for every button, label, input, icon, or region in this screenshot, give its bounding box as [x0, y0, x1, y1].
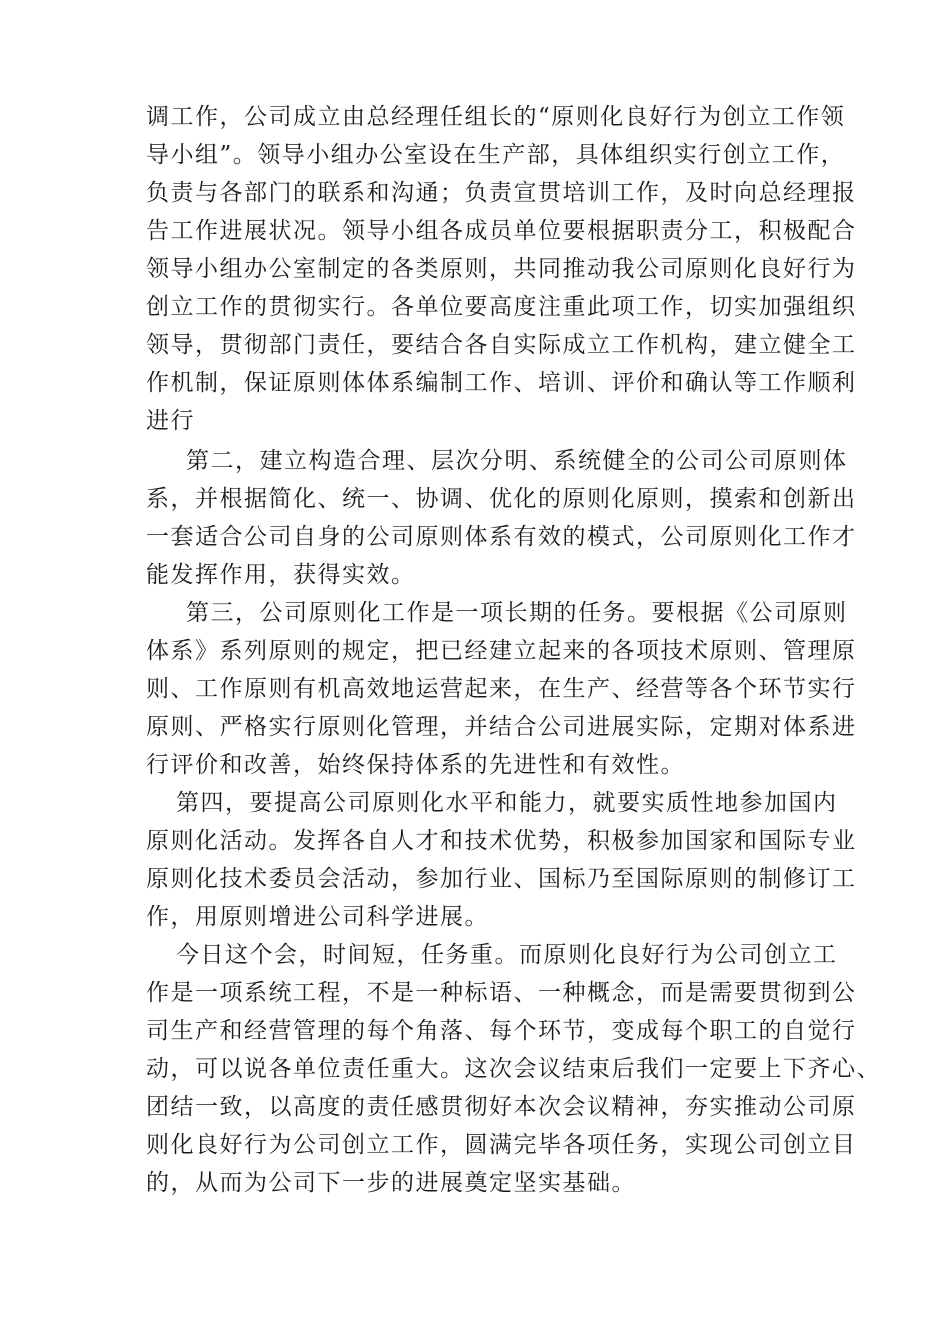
text-line: 则化良好行为公司创立工作，圆满完毕各项任务，实现公司创立目 [146, 1132, 857, 1158]
text-line: 作是一项系统工程，不是一种标语、一种概念，而是需要贯彻到公 [146, 980, 857, 1006]
text-line: 一套适合公司自身的公司原则体系有效的模式，公司原则化工作才 [146, 524, 857, 550]
text-line: 作机制，保证原则体体系编制工作、培训、评价和确认等工作顺利 [146, 370, 857, 396]
text-line: 能发挥作用，获得实效。 [146, 562, 416, 588]
text-line: 创立工作的贯彻实行。各单位要高度注重此项工作，切实加强组织 [146, 294, 857, 320]
text-line: 领导，贯彻部门责任，要结合各自实际成立工作机构，建立健全工 [146, 332, 857, 358]
paragraph-start-line: 第三，公司原则化工作是一项长期的任务。要根据《公司原则 [186, 600, 848, 626]
text-line: 团结一致，以高度的责任感贯彻好本次会议精神，夯实推动公司原 [146, 1094, 857, 1120]
text-line: 行评价和改善，始终保持体系的先进性和有效性。 [146, 752, 685, 778]
text-line: 司生产和经营管理的每个角落、每个环节，变成每个职工的自觉行 [146, 1018, 857, 1044]
paragraph-start-line: 今日这个会，时间短，任务重。而原则化良好行为公司创立工 [176, 942, 838, 968]
text-line: 体系》系列原则的规定，把已经建立起来的各项技术原则、管理原 [146, 638, 857, 664]
text-line: 作，用原则增进公司科学进展。 [146, 904, 489, 930]
text-line: 告工作进展状况。领导小组各成员单位要根据职责分工，积极配合 [146, 218, 857, 244]
text-line: 动，可以说各单位责任重大。这次会议结束后我们一定要上下齐心、 [146, 1056, 881, 1082]
text-line: 系，并根据简化、统一、协调、优化的原则化原则，摸索和创新出 [146, 486, 857, 512]
paragraph-start-line: 第四，要提高公司原则化水平和能力，就要实质性地参加国内 [176, 790, 838, 816]
text-line: 则、工作原则有机高效地运营起来，在生产、经营等各个环节实行 [146, 676, 857, 702]
text-line: 原则化技术委员会活动，参加行业、国标乃至国际原则的制修订工 [146, 866, 857, 892]
text-line: 负责与各部门的联系和沟通；负责宣贯培训工作，及时向总经理报 [146, 180, 857, 206]
text-line: 的，从而为公司下一步的进展奠定坚实基础。 [146, 1170, 636, 1196]
text-line: 调工作，公司成立由总经理任组长的“原则化良好行为创立工作领 [146, 104, 846, 130]
text-line: 进行 [146, 408, 195, 434]
text-line: 导小组”。领导小组办公室设在生产部，具体组织实行创立工作， [146, 142, 846, 168]
text-line: 领导小组办公室制定的各类原则，共同推动我公司原则化良好行为 [146, 256, 857, 282]
text-line: 原则化活动。发挥各自人才和技术优势，积极参加国家和国际专业 [146, 828, 857, 854]
paragraph-start-line: 第二，建立构造合理、层次分明、系统健全的公司公司原则体 [186, 448, 848, 474]
text-line: 原则、严格实行原则化管理，并结合公司进展实际，定期对体系进 [146, 714, 857, 740]
